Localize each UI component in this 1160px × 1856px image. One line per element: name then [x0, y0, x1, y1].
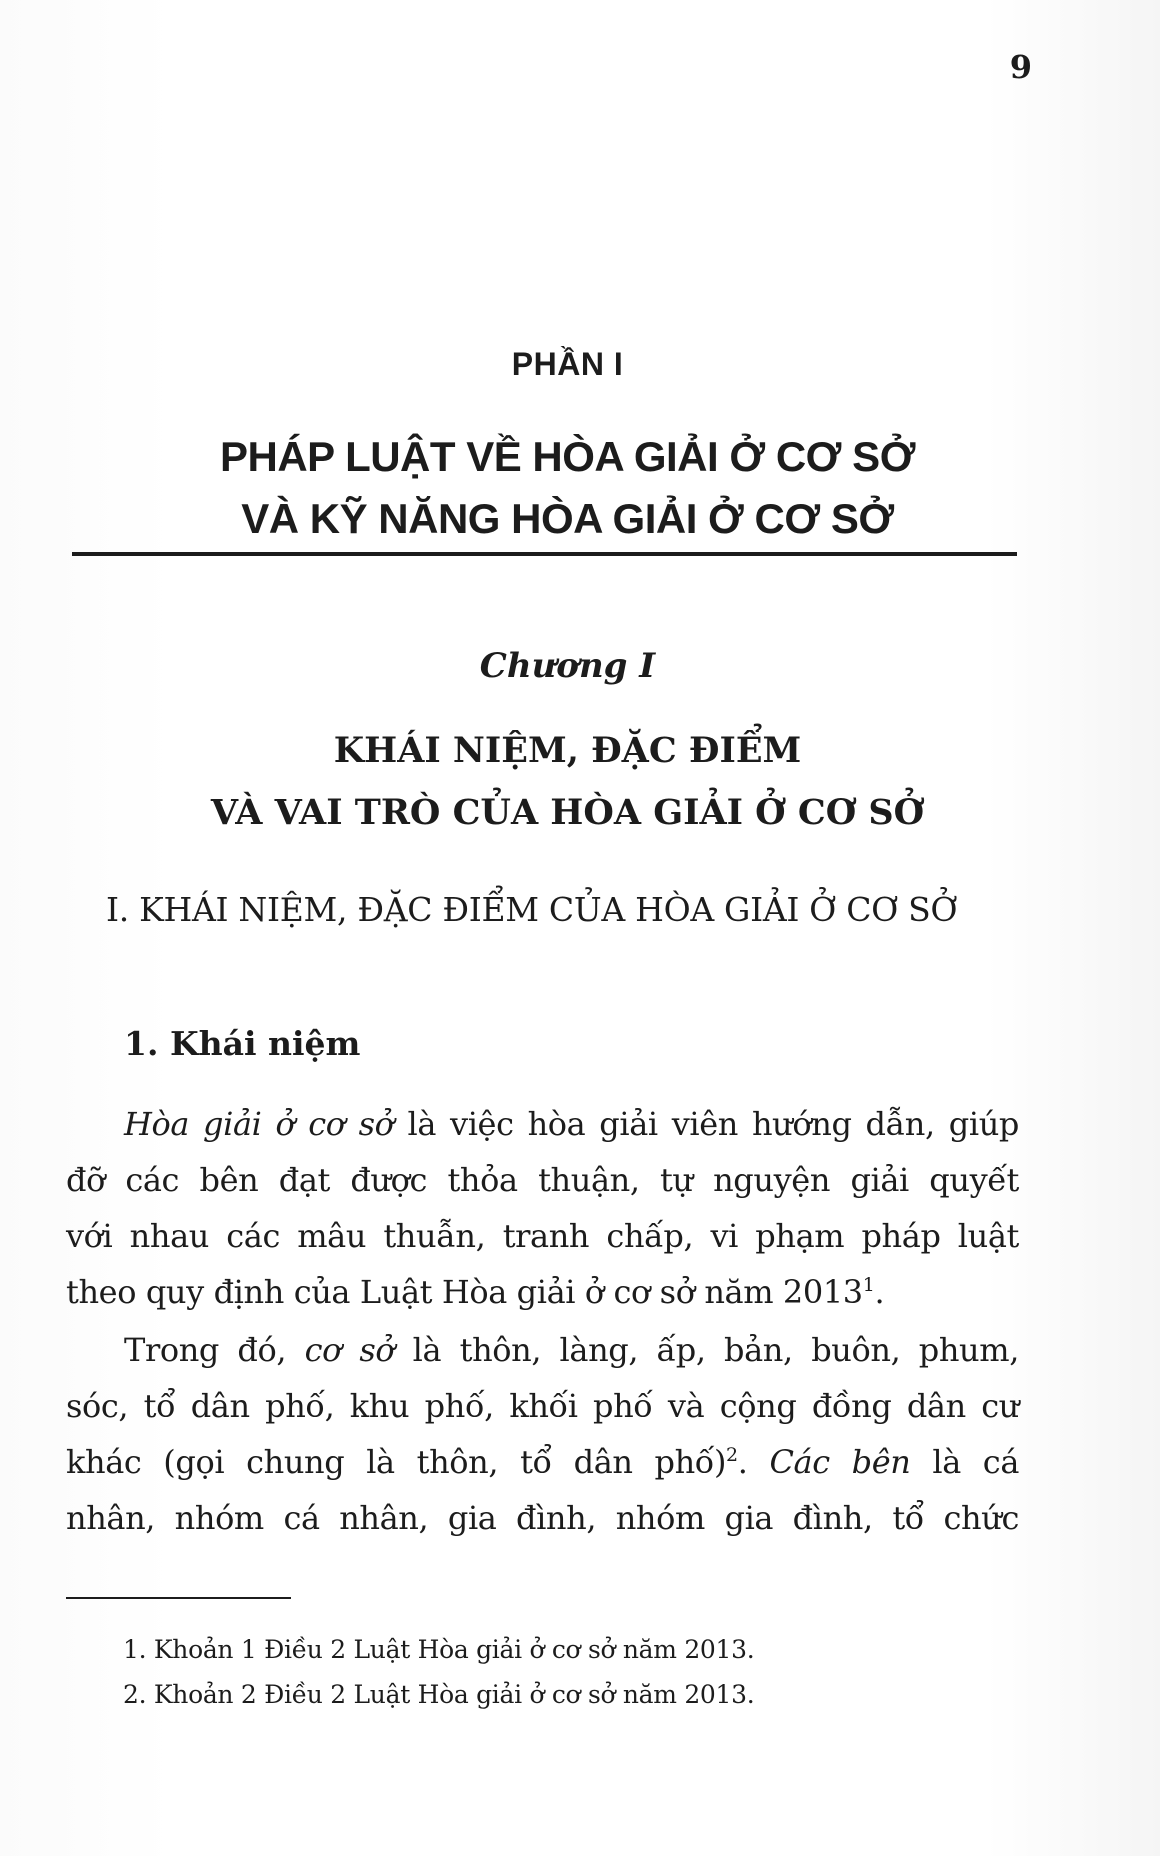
paragraph-line: nhân, nhóm cá nhân, gia đình, nhóm gia đình, tổ chức — [66, 1499, 1019, 1537]
part-title — [0, 426, 1135, 550]
footnote-divider — [66, 1597, 291, 1599]
part-divider-rule — [72, 552, 1017, 556]
page-number: 9 — [1009, 48, 1032, 86]
chapter-title — [0, 720, 1135, 844]
footnote-1: 1. Khoản 1 Điều 2 Luật Hòa giải ở cơ sở năm 2013. — [123, 1635, 755, 1664]
term-hoa-giai-o-co-so: Hòa giải ở cơ sở — [124, 1105, 394, 1143]
subsection-heading: 1. Khái niệm — [124, 1024, 361, 1063]
paragraph-line: theo quy định của Luật Hòa giải ở cơ sở năm 2013$^1$. — [66, 1273, 885, 1311]
part-label: PHẦN I — [511, 346, 624, 382]
chapter-title-line-2: VÀ VAI TRÒ CỦA HÒA GIẢI Ở CƠ SỞ — [210, 792, 925, 833]
paragraph-line: đỡ các bên đạt được thỏa thuận, tự nguyện giải quyết — [66, 1161, 1019, 1199]
paragraph-line: khác (gọi chung là thôn, tổ dân phố)$^2$. Các bên là cá — [66, 1443, 1019, 1481]
paragraph-line: sóc, tổ dân phố, khu phố, khối phố và cộng đồng dân cư — [66, 1387, 1019, 1425]
section-heading: I. KHÁI NIỆM, ĐẶC ĐIỂM CỦA HÒA GIẢI Ở CƠ SỞ — [106, 890, 958, 929]
part-title-line-1: PHÁP LUẬT VỀ HÒA GIẢI Ở CƠ SỞ — [219, 433, 916, 480]
term-cac-ben: Các bên — [769, 1443, 911, 1481]
paragraph-line: Hòa giải ở cơ sở là việc hòa giải viên hướng dẫn, giúp — [124, 1105, 1019, 1143]
paragraph-explanation — [66, 1322, 1019, 1546]
footnote-2: 2. Khoản 2 Điều 2 Luật Hòa giải ở cơ sở năm 2013. — [123, 1680, 755, 1709]
paragraph-line: Trong đó, cơ sở là thôn, làng, ấp, bản, buôn, phum, — [124, 1331, 1019, 1369]
part-title-line-2: VÀ KỸ NĂNG HÒA GIẢI Ở CƠ SỞ — [241, 495, 894, 542]
chapter-label: Chương I — [479, 646, 656, 686]
term-co-so: cơ sở — [304, 1331, 395, 1369]
paragraph-line: với nhau các mâu thuẫn, tranh chấp, vi phạm pháp luật — [66, 1217, 1019, 1255]
footnote-ref-2: 2 — [726, 1444, 738, 1466]
chapter-title-line-1: KHÁI NIỆM, ĐẶC ĐIỂM — [333, 730, 802, 771]
footnote-ref-1: 1 — [862, 1274, 875, 1296]
paragraph-definition — [66, 1096, 1019, 1320]
footnotes — [123, 1627, 754, 1717]
